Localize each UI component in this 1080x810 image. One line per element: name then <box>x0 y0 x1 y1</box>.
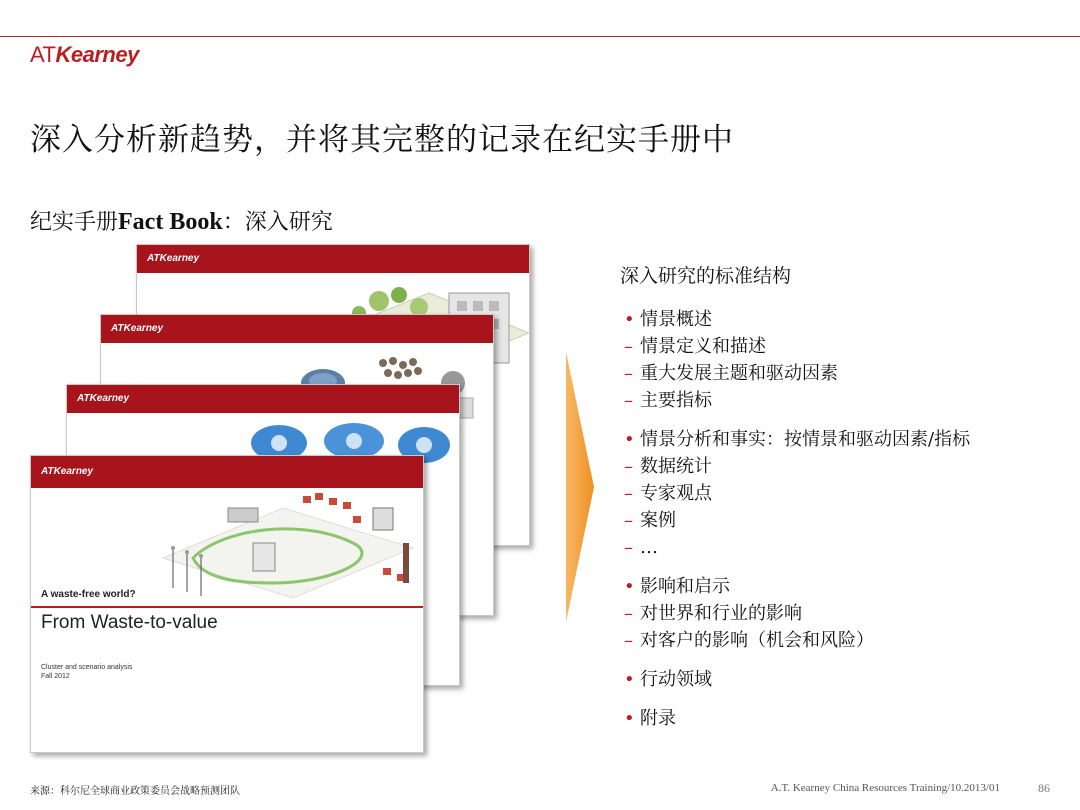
sub-item <box>624 507 1064 534</box>
waste-to-value-illustration <box>153 488 423 606</box>
footer-text: A.T. Kearney China Resources Training/10.2013/01 <box>770 782 1000 794</box>
sub-item <box>624 333 1064 360</box>
dash-icon: – <box>624 537 633 558</box>
right-arrow-icon <box>566 352 596 622</box>
dash-icon: – <box>624 390 633 411</box>
sub-item-label: 主要指标 <box>640 390 712 411</box>
list-item-label: 情景概述 <box>640 309 712 330</box>
list-item <box>624 706 1064 732</box>
cover-brand: ATKearney <box>41 466 94 477</box>
sub-item-label: … <box>640 537 658 558</box>
cover-brand: ATKearney <box>77 393 130 404</box>
dash-icon: – <box>624 483 633 504</box>
header-rule <box>0 36 1080 37</box>
cover-divider <box>31 606 423 608</box>
atkearney-logo: ATKearney <box>30 42 139 67</box>
sub-item <box>624 600 1064 627</box>
sub-item-label: 专家观点 <box>640 483 712 504</box>
subtitle-bold: Fact Book <box>118 209 223 235</box>
sub-item-label: 对世界和行业的影响 <box>640 603 802 624</box>
slide-title: 深入分析新趋势，并将其完整的记录在纪实手册中 <box>30 122 734 158</box>
bullet-icon: • <box>624 429 635 450</box>
cover-meta-line1: Cluster and scenario analysis <box>41 664 133 671</box>
list-item <box>624 427 1064 453</box>
sub-item <box>624 387 1064 414</box>
list-item-label: 情景分析和事实：按情景和驱动因素/指标 <box>640 429 971 450</box>
sub-item-label: 对客户的影响（机会和风险） <box>640 630 874 651</box>
report-cover-front <box>30 455 424 753</box>
cover-title: From Waste-to-value <box>41 612 218 633</box>
sub-item <box>624 360 1064 387</box>
list-item <box>624 307 1064 333</box>
sub-item <box>624 534 1064 561</box>
list-item-label: 行动领域 <box>640 669 712 690</box>
cover-brand: ATKearney <box>111 323 164 334</box>
bullet-icon: • <box>624 669 635 690</box>
list-item-label: 影响和启示 <box>640 576 730 597</box>
bullet-icon: • <box>624 576 635 597</box>
dash-icon: – <box>624 363 633 384</box>
sub-item <box>624 453 1064 480</box>
sub-item-label: 数据统计 <box>640 456 712 477</box>
list-item <box>624 574 1064 600</box>
list-item-label: 附录 <box>640 708 676 729</box>
sub-item <box>624 480 1064 507</box>
source-note: 来源：科尔尼全球商业政策委员会战略预测团队 <box>30 786 240 797</box>
cover-question: A waste-free world? <box>41 589 136 600</box>
sub-item <box>624 627 1064 654</box>
subtitle-suffix: ：深入研究 <box>222 210 333 235</box>
bullet-icon: • <box>624 309 635 330</box>
dash-icon: – <box>624 630 633 651</box>
sub-item-label: 案例 <box>640 510 676 531</box>
sub-item-label: 重大发展主题和驱动因素 <box>640 363 838 384</box>
bullet-icon: • <box>624 708 635 729</box>
structure-heading: 深入研究的标准结构 <box>620 265 792 287</box>
cover-meta-line2: Fall 2012 <box>41 673 70 680</box>
cover-brand: ATKearney <box>147 253 200 264</box>
list-item <box>624 667 1064 693</box>
sub-item-label: 情景定义和描述 <box>640 336 766 357</box>
dash-icon: – <box>624 510 633 531</box>
dash-icon: – <box>624 456 633 477</box>
page-number: 86 <box>1038 781 1050 795</box>
structure-list <box>624 307 1064 732</box>
subtitle-prefix: 纪实手册 <box>30 210 119 235</box>
dash-icon: – <box>624 603 633 624</box>
dash-icon: – <box>624 336 633 357</box>
section-subtitle <box>30 205 333 236</box>
